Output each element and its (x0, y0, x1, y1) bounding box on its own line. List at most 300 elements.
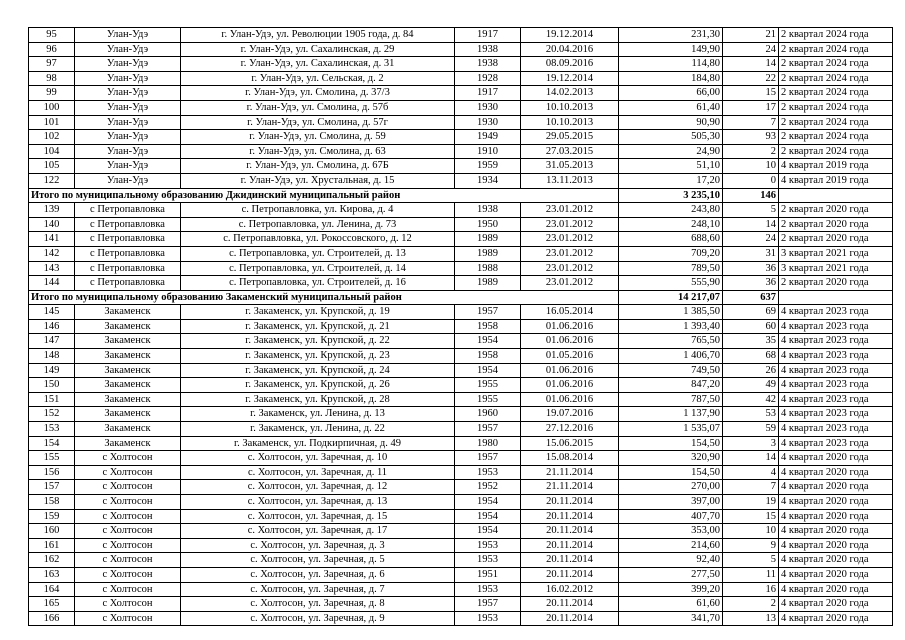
cell-relocation-term: 4 квартал 2023 года (779, 349, 893, 364)
cell-residents: 7 (723, 480, 779, 495)
cell-year: 1954 (455, 334, 521, 349)
cell-date: 20.11.2014 (521, 567, 619, 582)
cell-date: 20.11.2014 (521, 553, 619, 568)
cell-address: г. Закаменск, ул. Ленина, д. 22 (181, 422, 455, 437)
cell-year: 1951 (455, 567, 521, 582)
cell-area: 184,80 (619, 71, 723, 86)
cell-area: 749,50 (619, 363, 723, 378)
cell-settlement: Улан-Удэ (75, 130, 181, 145)
cell-year: 1954 (455, 524, 521, 539)
cell-address: г. Закаменск, ул. Подкирпичная, д. 49 (181, 436, 455, 451)
cell-number: 165 (29, 597, 75, 612)
cell-residents: 5 (723, 203, 779, 218)
cell-residents: 2 (723, 597, 779, 612)
cell-settlement: с Холтосон (75, 567, 181, 582)
cell-residents: 15 (723, 509, 779, 524)
cell-settlement: Улан-Удэ (75, 159, 181, 174)
cell-number: 95 (29, 28, 75, 43)
cell-year: 1960 (455, 407, 521, 422)
cell-year: 1957 (455, 451, 521, 466)
table-row (29, 582, 893, 597)
table-row (29, 115, 893, 130)
cell-address: с. Холтосон, ул. Заречная, д. 7 (181, 582, 455, 597)
table-row (29, 261, 893, 276)
cell-settlement: с Петропавловка (75, 261, 181, 276)
cell-area: 505,30 (619, 130, 723, 145)
cell-settlement: с Петропавловка (75, 232, 181, 247)
cell-residents: 17 (723, 100, 779, 115)
cell-year: 1989 (455, 276, 521, 291)
cell-date: 20.11.2014 (521, 509, 619, 524)
cell-area: 847,20 (619, 378, 723, 393)
cell-area: 114,80 (619, 57, 723, 72)
cell-settlement: Улан-Удэ (75, 42, 181, 57)
cell-relocation-term: 4 квартал 2023 года (779, 378, 893, 393)
cell-settlement: Закаменск (75, 392, 181, 407)
table-row (29, 349, 893, 364)
cell-year: 1988 (455, 261, 521, 276)
cell-residents: 0 (723, 173, 779, 188)
cell-number: 158 (29, 495, 75, 510)
cell-settlement: с Холтосон (75, 582, 181, 597)
cell-area: 154,50 (619, 436, 723, 451)
table-row (29, 203, 893, 218)
cell-year: 1955 (455, 392, 521, 407)
cell-residents: 68 (723, 349, 779, 364)
cell-date: 23.01.2012 (521, 246, 619, 261)
cell-year: 1953 (455, 465, 521, 480)
cell-year: 1917 (455, 86, 521, 101)
cell-relocation-term: 4 квартал 2020 года (779, 611, 893, 626)
cell-area: 51,10 (619, 159, 723, 174)
cell-address: г. Закаменск, ул. Крупской, д. 22 (181, 334, 455, 349)
cell-area: 214,60 (619, 538, 723, 553)
cell-year: 1954 (455, 363, 521, 378)
cell-address: г. Улан-Удэ, ул. Революции 1905 года, д. 84 (181, 28, 455, 43)
cell-residents: 2 (723, 144, 779, 159)
cell-relocation-term: 2 квартал 2024 года (779, 144, 893, 159)
cell-number: 157 (29, 480, 75, 495)
table-row (29, 553, 893, 568)
cell-number: 100 (29, 100, 75, 115)
table-row (29, 436, 893, 451)
cell-address: с. Холтосон, ул. Заречная, д. 13 (181, 495, 455, 510)
cell-relocation-term: 3 квартал 2021 года (779, 246, 893, 261)
cell-year: 1953 (455, 611, 521, 626)
cell-date: 08.09.2016 (521, 57, 619, 72)
cell-residents: 15 (723, 86, 779, 101)
cell-relocation-term: 4 квартал 2020 года (779, 553, 893, 568)
cell-address: с. Холтосон, ул. Заречная, д. 17 (181, 524, 455, 539)
cell-address: г. Закаменск, ул. Крупской, д. 24 (181, 363, 455, 378)
cell-area: 765,50 (619, 334, 723, 349)
cell-relocation-term: 4 квартал 2020 года (779, 567, 893, 582)
cell-relocation-term: 2 квартал 2024 года (779, 42, 893, 57)
cell-relocation-term: 2 квартал 2024 года (779, 130, 893, 145)
cell-residents: 35 (723, 334, 779, 349)
cell-relocation-term: 4 квартал 2023 года (779, 407, 893, 422)
cell-residents: 24 (723, 42, 779, 57)
cell-area: 1 535,07 (619, 422, 723, 437)
cell-residents: 3 (723, 436, 779, 451)
cell-relocation-term: 4 квартал 2019 года (779, 159, 893, 174)
cell-settlement: с Холтосон (75, 597, 181, 612)
cell-address: с. Петропавловка, ул. Кирова, д. 4 (181, 203, 455, 218)
subtotal-empty-cell (779, 290, 893, 305)
cell-area: 24,90 (619, 144, 723, 159)
cell-number: 142 (29, 246, 75, 261)
cell-number: 139 (29, 203, 75, 218)
cell-number: 104 (29, 144, 75, 159)
cell-number: 166 (29, 611, 75, 626)
cell-year: 1954 (455, 509, 521, 524)
cell-settlement: Закаменск (75, 319, 181, 334)
cell-number: 163 (29, 567, 75, 582)
housing-table (28, 27, 893, 626)
cell-residents: 21 (723, 28, 779, 43)
cell-relocation-term: 4 квартал 2020 года (779, 451, 893, 466)
cell-number: 149 (29, 363, 75, 378)
table-row (29, 42, 893, 57)
cell-year: 1930 (455, 100, 521, 115)
cell-address: с. Петропавловка, ул. Строителей, д. 13 (181, 246, 455, 261)
cell-relocation-term: 4 квартал 2023 года (779, 436, 893, 451)
cell-settlement: Улан-Удэ (75, 57, 181, 72)
cell-number: 98 (29, 71, 75, 86)
table-row (29, 465, 893, 480)
cell-area: 1 406,70 (619, 349, 723, 364)
cell-residents: 31 (723, 246, 779, 261)
cell-settlement: Улан-Удэ (75, 71, 181, 86)
cell-relocation-term: 4 квартал 2020 года (779, 524, 893, 539)
cell-date: 27.03.2015 (521, 144, 619, 159)
cell-settlement: с Холтосон (75, 611, 181, 626)
cell-residents: 7 (723, 115, 779, 130)
cell-number: 105 (29, 159, 75, 174)
cell-address: г. Закаменск, ул. Крупской, д. 23 (181, 349, 455, 364)
cell-year: 1957 (455, 422, 521, 437)
cell-year: 1989 (455, 246, 521, 261)
cell-date: 31.05.2013 (521, 159, 619, 174)
cell-number: 122 (29, 173, 75, 188)
cell-area: 787,50 (619, 392, 723, 407)
subtotal-label: Итого по муниципальному образованию Джидинский муниципальный район (29, 188, 619, 203)
cell-number: 148 (29, 349, 75, 364)
cell-settlement: Закаменск (75, 378, 181, 393)
table-row (29, 567, 893, 582)
cell-date: 23.01.2012 (521, 217, 619, 232)
cell-relocation-term: 4 квартал 2023 года (779, 363, 893, 378)
cell-area: 789,50 (619, 261, 723, 276)
cell-address: г. Улан-Удэ, ул. Сахалинская, д. 31 (181, 57, 455, 72)
cell-residents: 93 (723, 130, 779, 145)
cell-area: 90,90 (619, 115, 723, 130)
cell-residents: 14 (723, 217, 779, 232)
cell-residents: 59 (723, 422, 779, 437)
cell-area: 17,20 (619, 173, 723, 188)
cell-address: с. Холтосон, ул. Заречная, д. 6 (181, 567, 455, 582)
subtotal-empty-cell (779, 188, 893, 203)
cell-number: 143 (29, 261, 75, 276)
cell-year: 1989 (455, 232, 521, 247)
cell-year: 1958 (455, 319, 521, 334)
cell-relocation-term: 2 квартал 2024 года (779, 71, 893, 86)
cell-number: 150 (29, 378, 75, 393)
cell-address: г. Улан-Удэ, ул. Смолина, д. 59 (181, 130, 455, 145)
cell-address: г. Улан-Удэ, ул. Смолина, д. 67Б (181, 159, 455, 174)
cell-area: 399,20 (619, 582, 723, 597)
cell-residents: 42 (723, 392, 779, 407)
table-row (29, 173, 893, 188)
cell-date: 01.06.2016 (521, 363, 619, 378)
cell-date: 20.11.2014 (521, 611, 619, 626)
cell-date: 10.10.2013 (521, 115, 619, 130)
table-row (29, 509, 893, 524)
cell-date: 29.05.2015 (521, 130, 619, 145)
cell-residents: 36 (723, 261, 779, 276)
cell-address: с. Холтосон, ул. Заречная, д. 10 (181, 451, 455, 466)
cell-area: 555,90 (619, 276, 723, 291)
cell-settlement: с Холтосон (75, 495, 181, 510)
cell-relocation-term: 4 квартал 2020 года (779, 582, 893, 597)
cell-number: 154 (29, 436, 75, 451)
cell-address: г. Улан-Удэ, ул. Смолина, д. 37/3 (181, 86, 455, 101)
cell-address: с. Петропавловка, ул. Рокоссовского, д. 12 (181, 232, 455, 247)
cell-residents: 16 (723, 582, 779, 597)
cell-date: 14.02.2013 (521, 86, 619, 101)
cell-number: 96 (29, 42, 75, 57)
cell-relocation-term: 4 квартал 2023 года (779, 305, 893, 320)
subtotal-row (29, 290, 893, 305)
cell-relocation-term: 2 квартал 2020 года (779, 217, 893, 232)
cell-residents: 13 (723, 611, 779, 626)
cell-settlement: Закаменск (75, 305, 181, 320)
cell-address: с. Холтосон, ул. Заречная, д. 3 (181, 538, 455, 553)
cell-address: г. Закаменск, ул. Крупской, д. 19 (181, 305, 455, 320)
cell-year: 1954 (455, 495, 521, 510)
cell-year: 1957 (455, 305, 521, 320)
cell-date: 16.05.2014 (521, 305, 619, 320)
cell-residents: 10 (723, 524, 779, 539)
cell-date: 01.06.2016 (521, 319, 619, 334)
cell-relocation-term: 3 квартал 2021 года (779, 261, 893, 276)
table-row (29, 538, 893, 553)
table-row (29, 524, 893, 539)
cell-number: 146 (29, 319, 75, 334)
table-row (29, 334, 893, 349)
cell-date: 15.06.2015 (521, 436, 619, 451)
cell-year: 1953 (455, 582, 521, 597)
subtotal-residents: 146 (723, 188, 779, 203)
cell-relocation-term: 4 квартал 2020 года (779, 597, 893, 612)
cell-date: 20.11.2014 (521, 597, 619, 612)
table-row (29, 86, 893, 101)
table-row (29, 217, 893, 232)
cell-date: 01.05.2016 (521, 349, 619, 364)
cell-address: г. Закаменск, ул. Крупской, д. 26 (181, 378, 455, 393)
cell-area: 277,50 (619, 567, 723, 582)
cell-address: г. Улан-Удэ, ул. Смолина, д. 57г (181, 115, 455, 130)
cell-area: 149,90 (619, 42, 723, 57)
table-row (29, 144, 893, 159)
cell-residents: 11 (723, 567, 779, 582)
cell-residents: 69 (723, 305, 779, 320)
cell-area: 61,40 (619, 100, 723, 115)
cell-number: 141 (29, 232, 75, 247)
cell-area: 397,00 (619, 495, 723, 510)
cell-area: 154,50 (619, 465, 723, 480)
table-row (29, 246, 893, 261)
cell-year: 1952 (455, 480, 521, 495)
cell-residents: 10 (723, 159, 779, 174)
cell-settlement: с Петропавловка (75, 246, 181, 261)
cell-address: г. Закаменск, ул. Крупской, д. 28 (181, 392, 455, 407)
cell-year: 1959 (455, 159, 521, 174)
table-row (29, 378, 893, 393)
cell-settlement: Улан-Удэ (75, 173, 181, 188)
cell-date: 21.11.2014 (521, 465, 619, 480)
cell-relocation-term: 4 квартал 2023 года (779, 334, 893, 349)
cell-settlement: Улан-Удэ (75, 86, 181, 101)
cell-area: 1 393,40 (619, 319, 723, 334)
cell-area: 341,70 (619, 611, 723, 626)
cell-area: 243,80 (619, 203, 723, 218)
cell-area: 92,40 (619, 553, 723, 568)
cell-relocation-term: 4 квартал 2023 года (779, 392, 893, 407)
cell-residents: 53 (723, 407, 779, 422)
cell-year: 1938 (455, 203, 521, 218)
cell-relocation-term: 2 квартал 2024 года (779, 115, 893, 130)
cell-date: 01.06.2016 (521, 392, 619, 407)
cell-relocation-term: 4 квартал 2020 года (779, 538, 893, 553)
cell-year: 1980 (455, 436, 521, 451)
cell-year: 1958 (455, 349, 521, 364)
cell-address: г. Улан-Удэ, ул. Хрустальная, д. 15 (181, 173, 455, 188)
cell-relocation-term: 4 квартал 2023 года (779, 422, 893, 437)
cell-address: г. Улан-Удэ, ул. Смолина, д. 57б (181, 100, 455, 115)
cell-date: 01.06.2016 (521, 378, 619, 393)
cell-number: 97 (29, 57, 75, 72)
cell-number: 159 (29, 509, 75, 524)
table-row (29, 451, 893, 466)
cell-date: 10.10.2013 (521, 100, 619, 115)
cell-address: с. Холтосон, ул. Заречная, д. 8 (181, 597, 455, 612)
table-row (29, 319, 893, 334)
cell-address: с. Холтосон, ул. Заречная, д. 5 (181, 553, 455, 568)
cell-number: 151 (29, 392, 75, 407)
cell-residents: 14 (723, 451, 779, 466)
cell-address: с. Петропавловка, ул. Строителей, д. 16 (181, 276, 455, 291)
cell-area: 1 385,50 (619, 305, 723, 320)
cell-number: 140 (29, 217, 75, 232)
cell-residents: 60 (723, 319, 779, 334)
cell-date: 19.12.2014 (521, 28, 619, 43)
cell-settlement: Улан-Удэ (75, 144, 181, 159)
cell-date: 23.01.2012 (521, 203, 619, 218)
cell-address: с. Холтосон, ул. Заречная, д. 12 (181, 480, 455, 495)
cell-number: 145 (29, 305, 75, 320)
table-row (29, 159, 893, 174)
cell-year: 1910 (455, 144, 521, 159)
cell-residents: 19 (723, 495, 779, 510)
cell-area: 407,70 (619, 509, 723, 524)
cell-residents: 26 (723, 363, 779, 378)
cell-settlement: с Холтосон (75, 465, 181, 480)
cell-area: 320,90 (619, 451, 723, 466)
cell-address: г. Улан-Удэ, ул. Сельская, д. 2 (181, 71, 455, 86)
cell-date: 19.12.2014 (521, 71, 619, 86)
cell-residents: 24 (723, 232, 779, 247)
table-row (29, 495, 893, 510)
cell-settlement: Закаменск (75, 363, 181, 378)
cell-number: 156 (29, 465, 75, 480)
cell-date: 15.08.2014 (521, 451, 619, 466)
table-row (29, 407, 893, 422)
cell-date: 20.04.2016 (521, 42, 619, 57)
cell-settlement: с Холтосон (75, 480, 181, 495)
cell-settlement: Улан-Удэ (75, 28, 181, 43)
cell-address: с. Холтосон, ул. Заречная, д. 11 (181, 465, 455, 480)
table-row (29, 100, 893, 115)
cell-number: 160 (29, 524, 75, 539)
cell-relocation-term: 2 квартал 2024 года (779, 100, 893, 115)
cell-date: 20.11.2014 (521, 524, 619, 539)
cell-area: 66,00 (619, 86, 723, 101)
table-row (29, 597, 893, 612)
cell-residents: 22 (723, 71, 779, 86)
cell-area: 709,20 (619, 246, 723, 261)
subtotal-residents: 637 (723, 290, 779, 305)
cell-year: 1928 (455, 71, 521, 86)
table-row (29, 28, 893, 43)
cell-residents: 5 (723, 553, 779, 568)
cell-residents: 4 (723, 465, 779, 480)
cell-settlement: Закаменск (75, 436, 181, 451)
cell-area: 248,10 (619, 217, 723, 232)
cell-number: 102 (29, 130, 75, 145)
cell-year: 1930 (455, 115, 521, 130)
cell-number: 152 (29, 407, 75, 422)
cell-year: 1950 (455, 217, 521, 232)
cell-date: 20.11.2014 (521, 538, 619, 553)
cell-date: 13.11.2013 (521, 173, 619, 188)
cell-area: 270,00 (619, 480, 723, 495)
table-row (29, 57, 893, 72)
subtotal-area: 3 235,10 (619, 188, 723, 203)
cell-year: 1955 (455, 378, 521, 393)
cell-settlement: с Холтосон (75, 538, 181, 553)
cell-year: 1949 (455, 130, 521, 145)
cell-address: г. Улан-Удэ, ул. Сахалинская, д. 29 (181, 42, 455, 57)
cell-settlement: с Холтосон (75, 509, 181, 524)
table-row (29, 392, 893, 407)
cell-date: 23.01.2012 (521, 232, 619, 247)
cell-date: 27.12.2016 (521, 422, 619, 437)
cell-residents: 14 (723, 57, 779, 72)
cell-date: 16.02.2012 (521, 582, 619, 597)
cell-relocation-term: 2 квартал 2020 года (779, 276, 893, 291)
cell-relocation-term: 2 квартал 2024 года (779, 28, 893, 43)
table-row (29, 276, 893, 291)
cell-relocation-term: 4 квартал 2019 года (779, 173, 893, 188)
cell-residents: 49 (723, 378, 779, 393)
cell-year: 1953 (455, 538, 521, 553)
cell-relocation-term: 4 квартал 2020 года (779, 495, 893, 510)
cell-date: 01.06.2016 (521, 334, 619, 349)
cell-settlement: с Холтосон (75, 451, 181, 466)
cell-relocation-term: 2 квартал 2024 года (779, 86, 893, 101)
cell-number: 144 (29, 276, 75, 291)
